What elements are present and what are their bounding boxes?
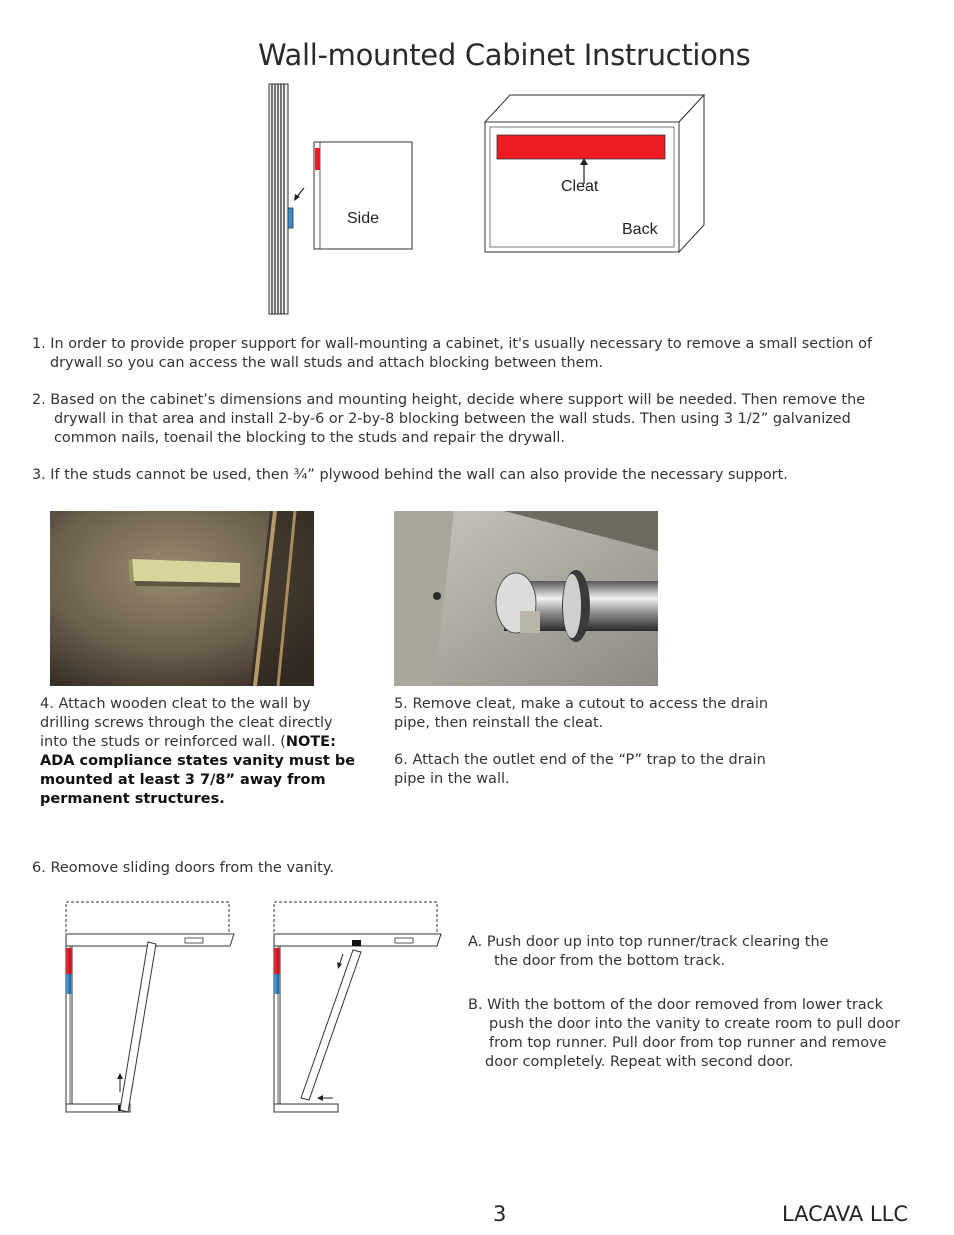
instruction-a: A. Push door up into top runner/track clearing the the door from the bottom track. [468, 934, 829, 969]
step-3: 3. If the studs cannot be used, then ¾” plywood behind the wall can also provide the necessary support. [32, 467, 788, 483]
side-label: Side [347, 210, 380, 227]
step-5: 5. Remove cleat, make a cutout to access the drain pipe, then reinstall the cleat. [394, 696, 769, 731]
photo-drain-pipe [394, 511, 658, 686]
page-title: Wall-mounted Cabinet Instructions [258, 38, 751, 72]
photo-cleat-on-wall [50, 511, 314, 686]
step-4: 4. Attach wooden cleat to the wall by drilling screws through the cleat directly into the studs or reinforced wall. (NOTE: ADA compliance states vanity must be mounted at least 3 7/8” away from permanent structures. [40, 696, 356, 807]
wall-section [269, 84, 288, 314]
step-6-trap: 6. Attach the outlet end of the “P” trap to the drain pipe in the wall. [394, 752, 766, 787]
step-6-doors: 6. Reomove sliding doors from the vanity. [32, 860, 334, 876]
cleat-bar [497, 135, 665, 159]
step-1: 1. In order to provide proper support for wall-mounting a cabinet, it's usually necessary to remove a small section of drywall so you can access the wall studs and attach blocking between them. [32, 336, 873, 371]
door-diagram-b [267, 898, 447, 1128]
company-name: LACAVA LLC [782, 1202, 908, 1226]
door-diagram-a [60, 898, 240, 1128]
instruction-b: B. With the bottom of the door removed from lower track push the door into the vanity to create room to pull door from top runner. Pull door from top runner and remove door completely. Repeat with second door. [468, 997, 901, 1070]
cabinet-cleat-side [315, 148, 320, 170]
back-label: Back [622, 221, 658, 238]
wall-blocking [288, 208, 293, 228]
page-number: 3 [493, 1202, 507, 1226]
cleat-label: Cleat [561, 178, 599, 195]
side-view-diagram [260, 80, 430, 320]
step-2: 2. Based on the cabinet’s dimensions and mounting height, decide where support will be needed. Then remove the drywall in that area and install 2-by-6 or 2-by-8 blocking between the wall studs. Then using 3 1/2” galvanized common nails, toenail the blocking to the studs and repair the drywall. [32, 392, 866, 446]
back-view-diagram [480, 90, 710, 255]
cabinet-side [314, 142, 412, 249]
